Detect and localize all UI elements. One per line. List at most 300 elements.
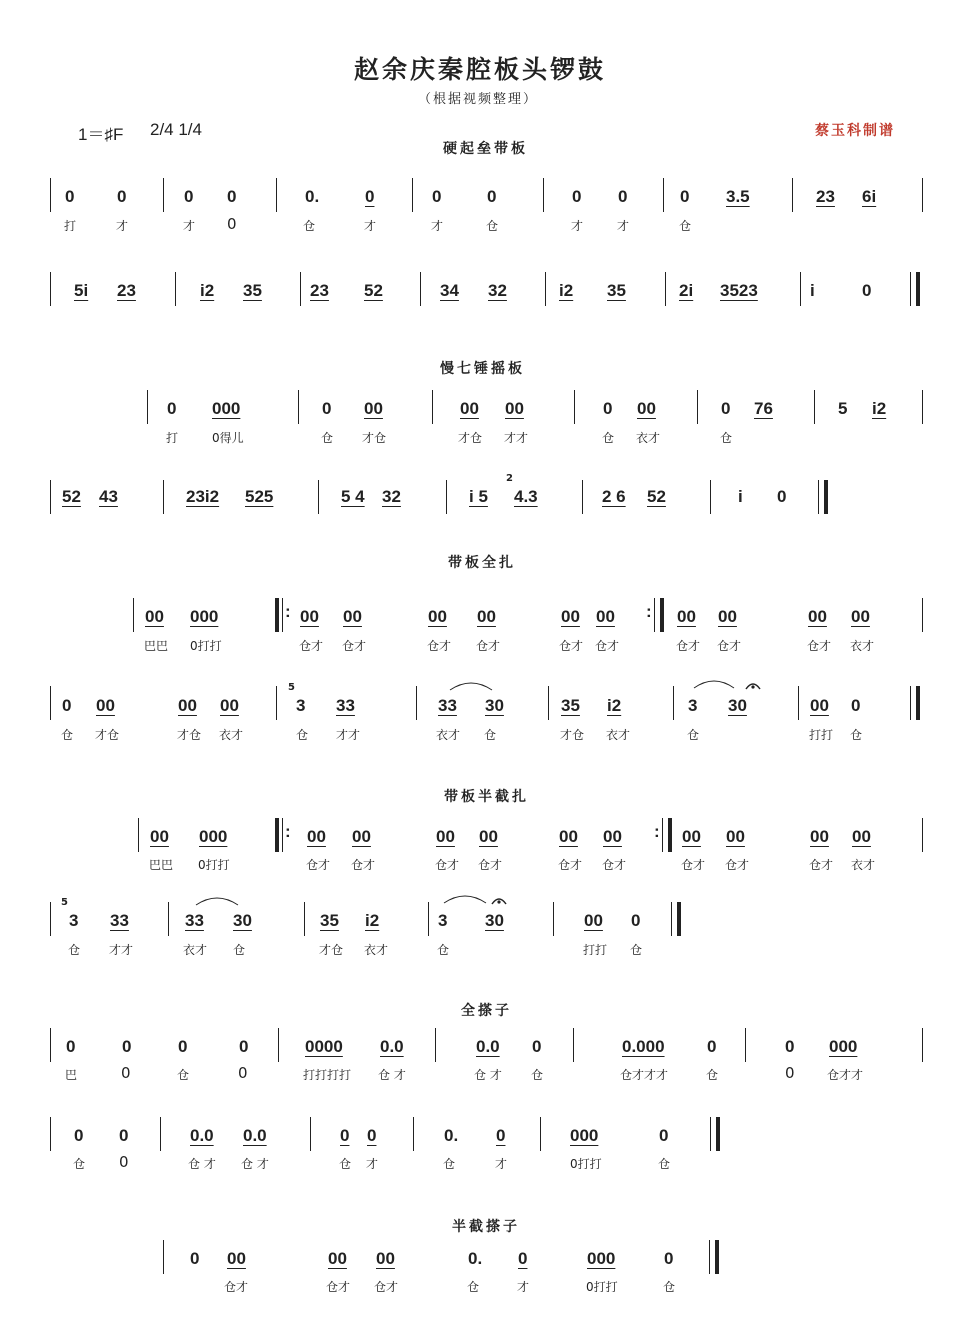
barline	[673, 686, 674, 720]
syllable: 仓	[437, 943, 450, 957]
barline	[50, 1028, 51, 1062]
note: i2	[607, 696, 622, 715]
barline	[50, 1117, 51, 1151]
syllable: 打	[166, 431, 179, 445]
note: 0	[496, 1126, 506, 1145]
syllable: 巴	[65, 1068, 78, 1082]
barline	[420, 272, 421, 306]
barline	[163, 178, 164, 212]
syllable: 仓	[484, 728, 497, 742]
note: 525	[245, 487, 274, 506]
barline	[276, 686, 277, 720]
note: 0	[432, 187, 442, 206]
grace-note: 5	[288, 682, 295, 693]
note: 00	[460, 399, 479, 418]
syllable: 仓才	[717, 639, 742, 653]
repeat-start-barline	[275, 818, 279, 852]
barline	[318, 480, 319, 514]
note: 23	[816, 187, 835, 206]
note: 33	[336, 696, 355, 715]
note: 00	[596, 607, 615, 626]
note: 33	[438, 696, 457, 715]
barline	[792, 178, 793, 212]
syllable: 仓才	[676, 639, 701, 653]
note: 00	[300, 607, 319, 626]
note: i	[810, 281, 815, 300]
syllable: 才	[431, 219, 444, 233]
note: 3	[438, 911, 448, 930]
note: 00	[96, 696, 115, 715]
note: 00	[477, 607, 496, 626]
barline	[553, 902, 554, 936]
note: 0	[707, 1037, 717, 1056]
syllable: 打打打打	[303, 1068, 352, 1082]
syllable: 仓 才	[474, 1068, 502, 1082]
barline	[663, 178, 664, 212]
note: 3	[69, 911, 79, 930]
barline	[710, 480, 711, 514]
barline	[818, 480, 819, 514]
note: 00	[436, 827, 455, 846]
note: 3	[296, 696, 306, 715]
syllable: 打	[64, 219, 77, 233]
note: 00	[561, 607, 580, 626]
page-subtitle: （根据视频整理）	[418, 92, 539, 107]
final-barline	[677, 902, 681, 936]
time-signature: 2/4 1/4	[150, 120, 202, 139]
syllable: 仓 才	[188, 1157, 216, 1171]
note: 3.5	[726, 187, 750, 206]
syllable: 仓才	[602, 858, 627, 872]
note: 30	[485, 911, 504, 930]
note: 00	[364, 399, 383, 418]
syllable: 才仓	[362, 431, 387, 445]
barline	[922, 390, 923, 424]
syllable: 才	[571, 219, 584, 233]
section-title: 半截搽子	[452, 1219, 520, 1235]
note: 0	[664, 1249, 674, 1268]
note: 00	[718, 607, 737, 626]
syllable: 仓才	[351, 858, 376, 872]
barline	[298, 390, 299, 424]
syllable: 0	[121, 1064, 131, 1082]
note: 30	[233, 911, 252, 930]
note: 00	[852, 827, 871, 846]
repeat-dots: :	[285, 602, 291, 621]
note: 52	[647, 487, 666, 506]
note: 35	[561, 696, 580, 715]
fermata-icon	[744, 679, 762, 691]
note: 00	[328, 1249, 347, 1268]
syllable: 才仓	[458, 431, 483, 445]
barline	[300, 272, 301, 306]
barline	[654, 598, 655, 632]
syllable: 衣才	[183, 943, 208, 957]
syllable: 仓	[339, 1157, 352, 1171]
syllable: 仓	[296, 728, 309, 742]
syllable: 仓才	[299, 639, 324, 653]
syllable: 打打	[583, 943, 608, 957]
syllable: 才	[366, 1157, 379, 1171]
syllable: 仓才	[306, 858, 331, 872]
repeat-dots: :	[285, 822, 291, 841]
syllable: 衣才	[850, 639, 875, 653]
syllable: 才仓	[560, 728, 585, 742]
barline	[662, 818, 663, 852]
syllable: 0	[119, 1153, 129, 1171]
note: 23	[310, 281, 329, 300]
note: 00	[584, 911, 603, 930]
syllable: 仓	[663, 1280, 676, 1294]
syllable: 衣才	[219, 728, 244, 742]
barline	[671, 902, 672, 936]
note: 0	[62, 696, 72, 715]
barline	[709, 1240, 710, 1274]
note: 35	[320, 911, 339, 930]
section-title: 带板全扎	[448, 555, 516, 571]
note: 0	[572, 187, 582, 206]
syllable: 才仓	[319, 943, 344, 957]
barline	[50, 178, 51, 212]
barline	[710, 1117, 711, 1151]
syllable: 才才	[336, 728, 361, 742]
syllable: 衣才	[364, 943, 389, 957]
note: i	[738, 487, 743, 506]
final-barline	[916, 686, 920, 720]
syllable: 衣才	[851, 858, 876, 872]
barline	[446, 480, 447, 514]
note: i2	[365, 911, 380, 930]
note: 0.	[468, 1249, 483, 1268]
section-title: 全搽子	[461, 1003, 512, 1019]
note: 00	[810, 696, 829, 715]
syllable: 仓	[850, 728, 863, 742]
tie-slur	[442, 891, 488, 905]
syllable: 仓	[303, 219, 316, 233]
barline	[540, 1117, 541, 1151]
syllable: 仓才	[807, 639, 832, 653]
final-barline	[824, 480, 828, 514]
barline	[138, 818, 139, 852]
barline	[800, 272, 801, 306]
note: 0	[65, 187, 75, 206]
note: 00	[376, 1249, 395, 1268]
fermata-icon	[490, 894, 508, 906]
note: 0	[777, 487, 787, 506]
barline	[665, 272, 666, 306]
syllable: 才	[617, 219, 630, 233]
syllable: 才	[116, 219, 129, 233]
barline	[745, 1028, 746, 1062]
syllable: 0	[785, 1064, 795, 1082]
section-title: 硬起垒带板	[443, 141, 528, 157]
repeat-end-barline	[668, 818, 672, 852]
barline	[798, 686, 799, 720]
barline	[276, 178, 277, 212]
note: 23	[117, 281, 136, 300]
note: 52	[62, 487, 81, 506]
note: 4.3	[514, 487, 538, 506]
note: 00	[479, 827, 498, 846]
syllable: 打打	[809, 728, 834, 742]
note: 00	[145, 607, 164, 626]
note: 00	[726, 827, 745, 846]
note: 35	[243, 281, 262, 300]
note: 0.0	[476, 1037, 500, 1056]
note: 2 6	[602, 487, 626, 506]
tie-slur	[448, 678, 494, 692]
barline	[147, 390, 148, 424]
note: 35	[607, 281, 626, 300]
note: 00	[559, 827, 578, 846]
syllable: 仓	[486, 219, 499, 233]
note: 0.000	[622, 1037, 665, 1056]
note: 0000	[305, 1037, 343, 1056]
barline	[582, 480, 583, 514]
barline	[432, 390, 433, 424]
note: 0	[721, 399, 731, 418]
syllable: 仓	[321, 431, 334, 445]
syllable: 0	[227, 215, 237, 233]
barline	[548, 686, 549, 720]
note: 30	[485, 696, 504, 715]
syllable: 仓	[177, 1068, 190, 1082]
note: 0.0	[243, 1126, 267, 1145]
note: 0	[178, 1037, 188, 1056]
barline	[310, 1117, 311, 1151]
note: 52	[364, 281, 383, 300]
note: 00	[178, 696, 197, 715]
tie-slur	[692, 676, 736, 690]
note: 0	[365, 187, 375, 206]
note: 0	[239, 1037, 249, 1056]
note: 0	[322, 399, 332, 418]
note: 0	[618, 187, 628, 206]
note: 0.0	[190, 1126, 214, 1145]
barline	[412, 178, 413, 212]
note: 000	[570, 1126, 599, 1145]
barline	[416, 686, 417, 720]
final-barline	[715, 1240, 719, 1274]
syllable: 才	[183, 219, 196, 233]
note: 43	[99, 487, 118, 506]
syllable: 仓	[73, 1157, 86, 1171]
note: 000	[190, 607, 219, 626]
barline	[50, 272, 51, 306]
syllable: 0打打	[198, 858, 230, 872]
note: 0	[190, 1249, 200, 1268]
syllable: 才才	[504, 431, 529, 445]
note: 00	[637, 399, 656, 418]
barline	[50, 686, 51, 720]
note: 00	[227, 1249, 246, 1268]
syllable: 衣才	[436, 728, 461, 742]
syllable: 仓	[531, 1068, 544, 1082]
note: 00	[682, 827, 701, 846]
note: 00	[307, 827, 326, 846]
barline	[814, 390, 815, 424]
note: 0	[117, 187, 127, 206]
note: 5 4	[341, 487, 365, 506]
syllable: 仓	[68, 943, 81, 957]
note: i2	[872, 399, 887, 418]
page-title: 赵余庆秦腔板头锣鼓	[354, 55, 607, 84]
syllable: 仓	[687, 728, 700, 742]
note: i 5	[469, 487, 488, 506]
note: i2	[200, 281, 215, 300]
syllable: 仓才	[342, 639, 367, 653]
syllable: 巴巴	[149, 858, 174, 872]
syllable: 仓才	[595, 639, 620, 653]
note: 23i2	[186, 487, 220, 506]
syllable: 才仓	[177, 728, 202, 742]
note: 00	[343, 607, 362, 626]
note: 0	[680, 187, 690, 206]
note: 6i	[862, 187, 877, 206]
barline	[573, 1028, 574, 1062]
note: 34	[440, 281, 459, 300]
syllable: 仓才	[224, 1280, 249, 1294]
barline	[278, 1028, 279, 1062]
note: 0	[119, 1126, 129, 1145]
note: 0	[532, 1037, 542, 1056]
note: 000	[212, 399, 241, 418]
note: 3	[688, 696, 698, 715]
syllable: 仓 才	[241, 1157, 269, 1171]
repeat-dots: :	[654, 822, 660, 841]
barline	[428, 902, 429, 936]
note: 00	[677, 607, 696, 626]
syllable: 仓	[233, 943, 246, 957]
syllable: 仓才	[427, 639, 452, 653]
syllable: 0打打	[190, 639, 222, 653]
barline	[922, 818, 923, 852]
barline	[910, 686, 911, 720]
syllable: 仓	[467, 1280, 480, 1294]
barline	[163, 480, 164, 514]
syllable: 0打打	[586, 1280, 618, 1294]
section-title: 慢七锤摇板	[440, 361, 525, 377]
section-title: 带板半截扎	[444, 789, 529, 805]
syllable: 仓	[706, 1068, 719, 1082]
syllable: 仓才	[435, 858, 460, 872]
syllable: 仓才	[478, 858, 503, 872]
syllable: 巴巴	[144, 639, 169, 653]
barline	[175, 272, 176, 306]
note: 0	[367, 1126, 377, 1145]
note: 00	[851, 607, 870, 626]
note: 000	[587, 1249, 616, 1268]
note: 00	[150, 827, 169, 846]
note: 5i	[74, 281, 89, 300]
note: 0	[184, 187, 194, 206]
note: 30	[728, 696, 747, 715]
barline	[282, 598, 283, 632]
barline	[922, 598, 923, 632]
tie-slur	[194, 893, 240, 907]
syllable: 衣才	[636, 431, 661, 445]
syllable: 仓才才	[827, 1068, 864, 1082]
syllable: 仓才	[809, 858, 834, 872]
note: 0	[340, 1126, 350, 1145]
syllable: 仓	[443, 1157, 456, 1171]
note: 0	[659, 1126, 669, 1145]
barline	[160, 1117, 161, 1151]
note: 0	[518, 1249, 528, 1268]
note: 0	[122, 1037, 132, 1056]
syllable: 仓才	[681, 858, 706, 872]
barline	[50, 902, 51, 936]
note: 0	[785, 1037, 795, 1056]
note: 2i	[679, 281, 694, 300]
final-barline	[916, 272, 920, 306]
note: 0.0	[380, 1037, 404, 1056]
barline	[304, 902, 305, 936]
barline	[574, 390, 575, 424]
syllable: 0得儿	[212, 431, 244, 445]
repeat-end-barline	[660, 598, 664, 632]
author-credit: 蔡玉科制谱	[815, 123, 895, 139]
barline	[163, 1240, 164, 1274]
syllable: 仓	[720, 431, 733, 445]
note: 3523	[720, 281, 758, 300]
note: 00	[428, 607, 447, 626]
barline	[435, 1028, 436, 1062]
note: 0	[851, 696, 861, 715]
barline	[413, 1117, 414, 1151]
barline	[545, 272, 546, 306]
note: 000	[199, 827, 228, 846]
repeat-dots: :	[646, 602, 652, 621]
note: 0	[862, 281, 872, 300]
final-barline	[716, 1117, 720, 1151]
syllable: 才	[495, 1157, 508, 1171]
syllable: 0	[238, 1064, 248, 1082]
syllable: 仓 才	[378, 1068, 406, 1082]
note: 0	[74, 1126, 84, 1145]
syllable: 仓	[630, 943, 643, 957]
barline	[168, 902, 169, 936]
note: 00	[220, 696, 239, 715]
note: 76	[754, 399, 773, 418]
syllable: 仓才	[725, 858, 750, 872]
syllable: 仓才才才	[620, 1068, 669, 1082]
repeat-start-barline	[275, 598, 279, 632]
barline	[922, 178, 923, 212]
barline	[133, 598, 134, 632]
syllable: 仓才	[558, 858, 583, 872]
syllable: 仓才	[559, 639, 584, 653]
note: 00	[352, 827, 371, 846]
grace-note: 2	[506, 473, 513, 484]
note: 0.	[305, 187, 320, 206]
note: 0	[603, 399, 613, 418]
note: i2	[559, 281, 574, 300]
barline	[922, 1028, 923, 1062]
note: 0	[631, 911, 641, 930]
note: 0	[66, 1037, 76, 1056]
note: 000	[829, 1037, 858, 1056]
syllable: 仓	[61, 728, 74, 742]
note: 33	[110, 911, 129, 930]
syllable: 0打打	[570, 1157, 602, 1171]
syllable: 仓才	[326, 1280, 351, 1294]
note: 0.	[444, 1126, 459, 1145]
note: 00	[810, 827, 829, 846]
note: 5	[838, 399, 848, 418]
note: 00	[505, 399, 524, 418]
key-signature: 1＝♯F	[78, 125, 124, 144]
